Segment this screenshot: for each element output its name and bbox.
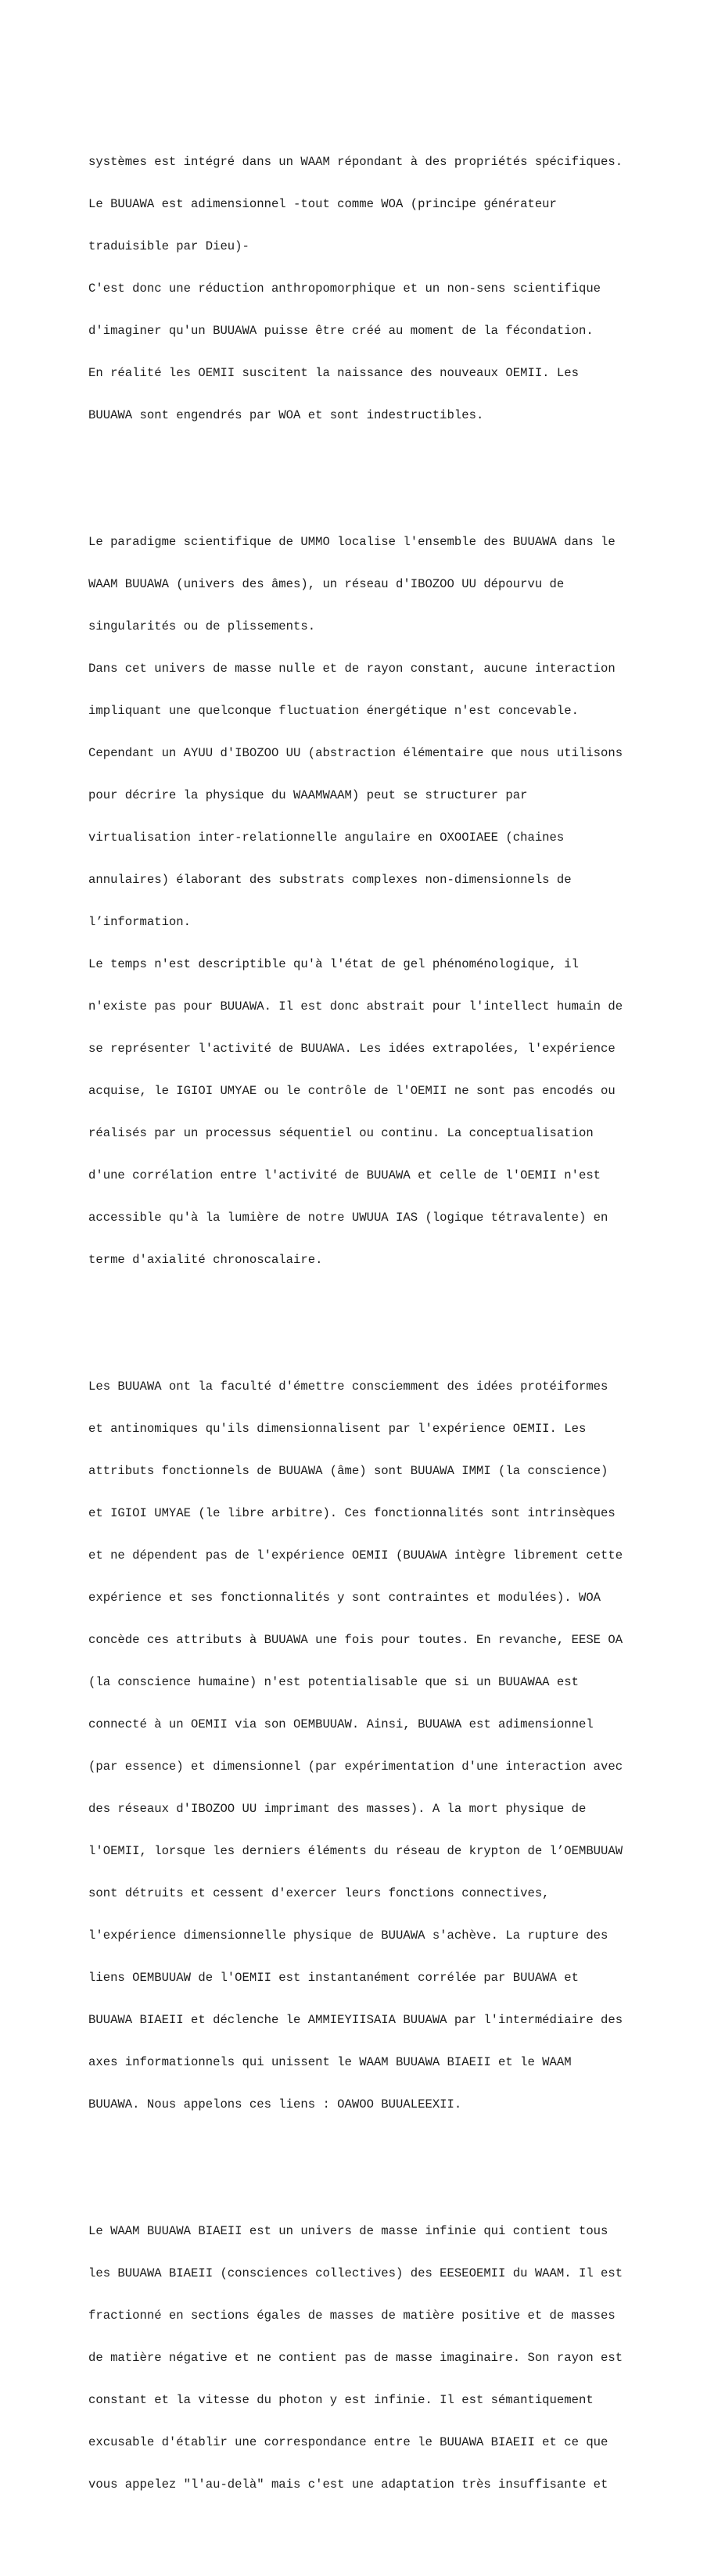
text-line: sont détruits et cessent d'exercer leurs fonctions connectives, bbox=[88, 1886, 550, 1900]
text-line: systèmes est intégré dans un WAAM répondant à des propriétés spécifiques. bbox=[88, 155, 623, 169]
text-line: d'une corrélation entre l'activité de BUUAWA et celle de l'OEMII n'est bbox=[88, 1168, 601, 1182]
text-line: En réalité les OEMII suscitent la naissance des nouveaux OEMII. Les bbox=[88, 366, 579, 380]
text-line: traduisible par Dieu)- bbox=[88, 239, 249, 253]
text-line: des réseaux d'IBOZOO UU imprimant des masses). A la mort physique de bbox=[88, 1802, 587, 1816]
text-line: et ne dépendent pas de l'expérience OEMII (BUUAWA intègre librement cette bbox=[88, 1548, 623, 1562]
text-line: Les BUUAWA ont la faculté d'émettre consciemment des idées protéiformes bbox=[88, 1379, 608, 1394]
text-line: d'imaginer qu'un BUUAWA puisse être créé au moment de la fécondation. bbox=[88, 324, 594, 338]
text-line: C'est donc une réduction anthropomorphique et un non-sens scientifique bbox=[88, 282, 601, 296]
text-line: BUUAWA BIAEII et déclenche le AMMIEYIISAIA BUUAWA par l'intermédiaire des bbox=[88, 2013, 623, 2027]
text-line: pour décrire la physique du WAAMWAAM) peut se structurer par bbox=[88, 788, 528, 802]
text-line: WAAM BUUAWA (univers des âmes), un réseau d'IBOZOO UU dépourvu de bbox=[88, 577, 565, 591]
paragraph-4 bbox=[88, 2196, 651, 2520]
text-line: excusable d'établir une correspondance entre le BUUAWA BIAEII et ce que bbox=[88, 2435, 608, 2449]
text-line: vous appelez "l'au-delà" mais c'est une adaptation très insuffisante et bbox=[88, 2477, 608, 2492]
text-line: BUUAWA. Nous appelons ces liens : OAWOO BUUALEEXII. bbox=[88, 2097, 462, 2111]
text-line: et antinomiques qu'ils dimensionnalisent par l'expérience OEMII. Les bbox=[88, 1422, 587, 1436]
text-line: et IGIOI UMYAE (le libre arbitre). Ces fonctionnalités sont intrinsèques bbox=[88, 1506, 616, 1520]
text-line: concède ces attributs à BUUAWA une fois pour toutes. En revanche, EESE OA bbox=[88, 1633, 623, 1647]
text-line: Cependant un AYUU d'IBOZOO UU (abstraction élémentaire que nous utilisons bbox=[88, 746, 623, 760]
document-body bbox=[88, 84, 651, 2576]
text-line: Dans cet univers de masse nulle et de rayon constant, aucune interaction bbox=[88, 662, 616, 676]
text-line: se représenter l'activité de BUUAWA. Les idées extrapolées, l'expérience bbox=[88, 1042, 616, 1056]
text-line: impliquant une quelconque fluctuation énergétique n'est concevable. bbox=[88, 704, 579, 718]
text-line: Le WAAM BUUAWA BIAEII est un univers de masse infinie qui contient tous bbox=[88, 2224, 608, 2238]
text-line: BUUAWA sont engendrés par WOA et sont indestructibles. bbox=[88, 408, 484, 422]
text-line: singularités ou de plissements. bbox=[88, 619, 316, 633]
text-line: l’information. bbox=[88, 915, 192, 929]
text-line: de matière négative et ne contient pas de masse imaginaire. Son rayon est bbox=[88, 2351, 623, 2365]
text-line: acquise, le IGIOI UMYAE ou le contrôle de l'OEMII ne sont pas encodés ou bbox=[88, 1084, 616, 1098]
text-line: Le BUUAWA est adimensionnel -tout comme WOA (principe générateur bbox=[88, 197, 557, 211]
paragraph-1 bbox=[88, 127, 651, 450]
text-line: Le paradigme scientifique de UMMO localise l'ensemble des BUUAWA dans le bbox=[88, 535, 616, 549]
text-line: liens OEMBUUAW de l'OEMII est instantanément corrélée par BUUAWA et bbox=[88, 1971, 579, 1985]
text-line: connecté à un OEMII via son OEMBUUAW. Ainsi, BUUAWA est adimensionnel bbox=[88, 1717, 594, 1731]
text-line: terme d'axialité chronoscalaire. bbox=[88, 1253, 323, 1267]
text-line: constant et la vitesse du photon y est infinie. Il est sémantiquement bbox=[88, 2393, 594, 2407]
text-line: expérience et ses fonctionnalités y sont contraintes et modulées). WOA bbox=[88, 1591, 601, 1605]
text-line: virtualisation inter-relationnelle angulaire en OXOOIAEE (chaines bbox=[88, 831, 565, 845]
text-line: l'OEMII, lorsque les derniers éléments du réseau de krypton de l’OEMBUUAW bbox=[88, 1844, 623, 1858]
text-line: l'expérience dimensionnelle physique de BUUAWA s'achève. La rupture des bbox=[88, 1928, 608, 1943]
text-line: (par essence) et dimensionnel (par expérimentation d'une interaction avec bbox=[88, 1760, 623, 1774]
paragraph-2 bbox=[88, 507, 651, 1295]
text-line: les BUUAWA BIAEII (consciences collectives) des EESEOEMII du WAAM. Il est bbox=[88, 2266, 623, 2280]
text-line: fractionné en sections égales de masses de matière positive et de masses bbox=[88, 2309, 616, 2323]
text-line: accessible qu'à la lumière de notre UWUUA IAS (logique tétravalente) en bbox=[88, 1211, 608, 1225]
text-line: (la conscience humaine) n'est potentialisable que si un BUUAWAA est bbox=[88, 1675, 579, 1689]
text-line: réalisés par un processus séquentiel ou continu. La conceptualisation bbox=[88, 1126, 594, 1140]
text-line: attributs fonctionnels de BUUAWA (âme) sont BUUAWA IMMI (la conscience) bbox=[88, 1464, 608, 1478]
text-line: axes informationnels qui unissent le WAAM BUUAWA BIAEII et le WAAM bbox=[88, 2055, 572, 2069]
text-line: annulaires) élaborant des substrats complexes non-dimensionnels de bbox=[88, 873, 572, 887]
text-line: n'existe pas pour BUUAWA. Il est donc abstrait pour l'intellect humain de bbox=[88, 999, 623, 1014]
paragraph-3 bbox=[88, 1351, 651, 2140]
text-line: Le temps n'est descriptible qu'à l'état de gel phénoménologique, il bbox=[88, 957, 579, 971]
